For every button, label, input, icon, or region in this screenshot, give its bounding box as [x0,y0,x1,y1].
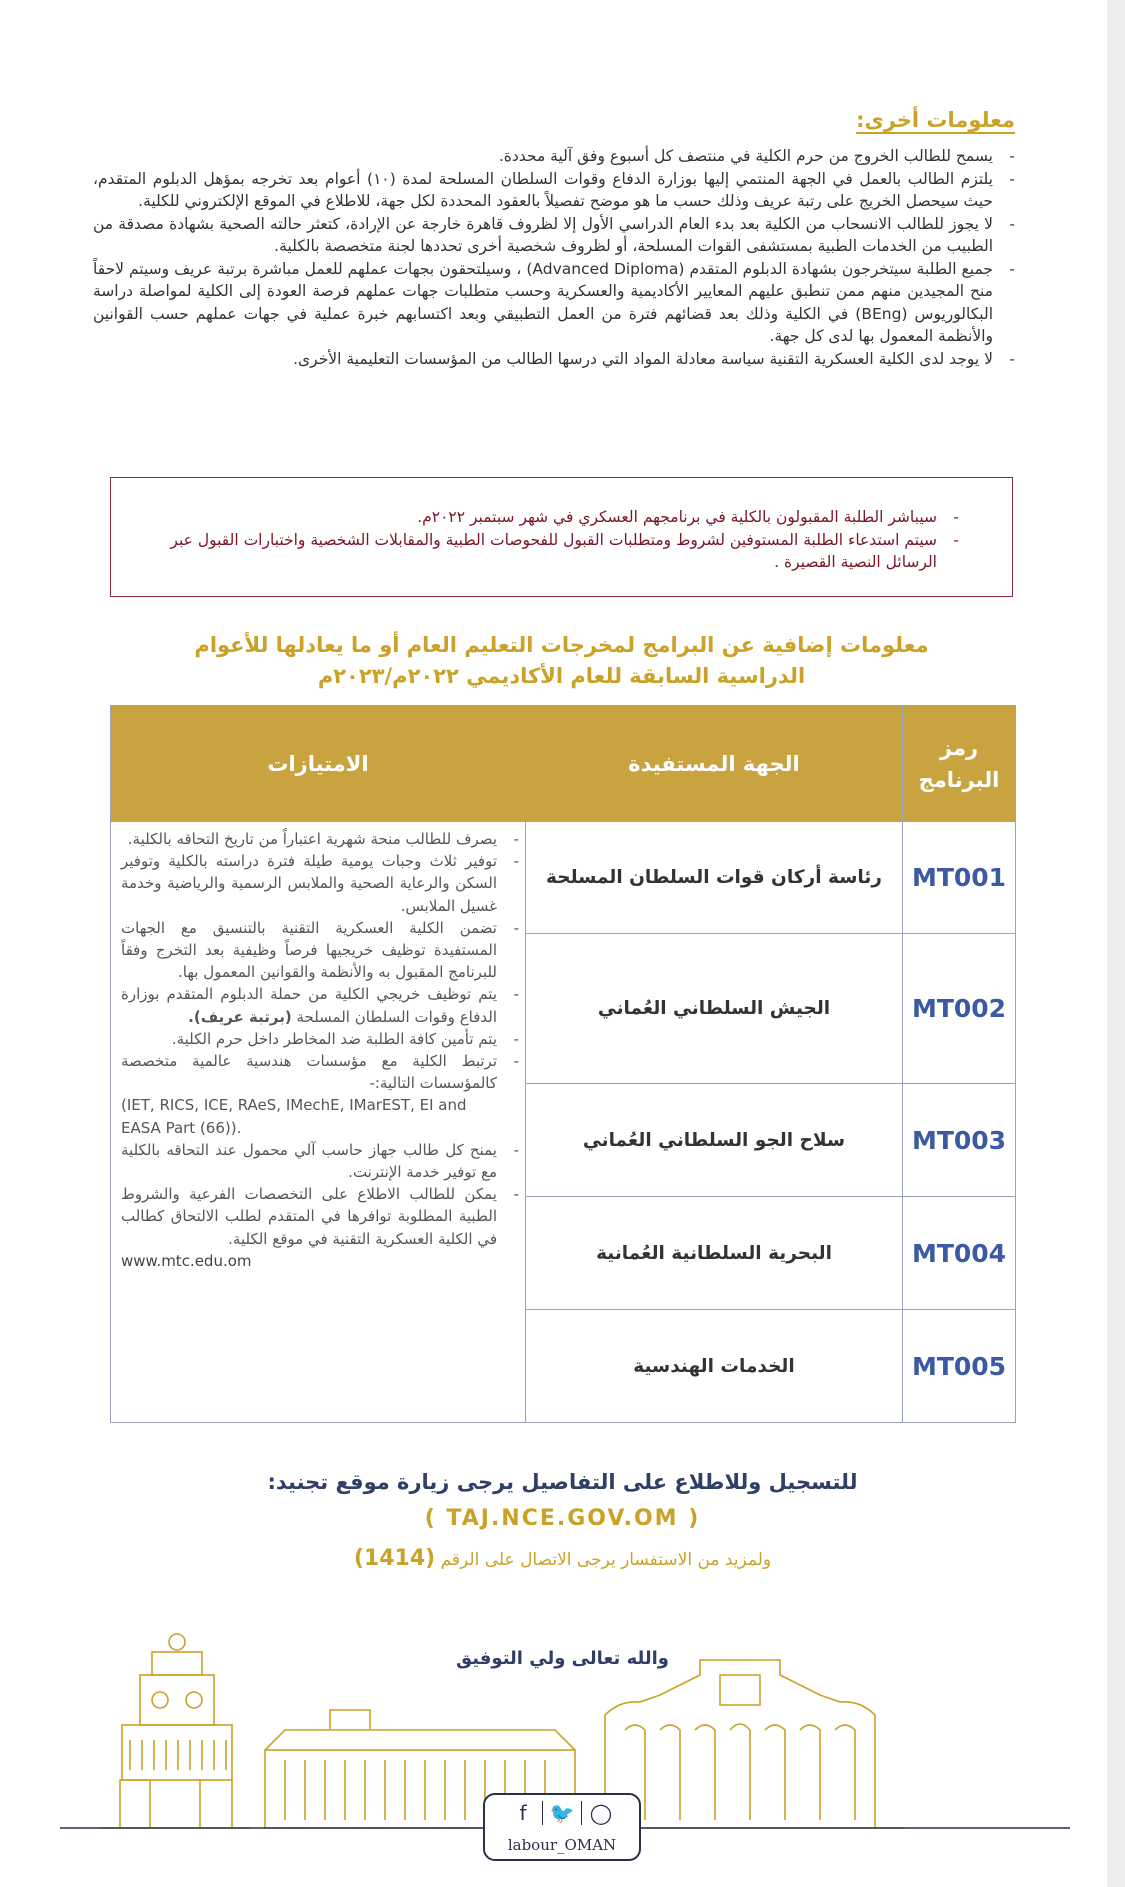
social-handle[interactable]: labour_OMAN [507,1836,617,1854]
programs-title-line1: معلومات إضافية عن البرامج لمخرجات التعليم العام أو ما يعادلها للأعوام [194,633,929,657]
beneficiary-entity: رئاسة أركان قوات السلطان المسلحة [526,822,903,934]
program-code: MT005 [903,1310,1016,1423]
privilege-institutions-intro: ترتبط الكلية مع مؤسسات هندسية عالمية متخصصة كالمؤسسات التالية:- [121,1052,497,1093]
program-code: MT001 [903,822,1016,934]
programs-title-line2: الدراسية السابقة للعام الأكاديمي ٢٠٢٢م/٢٠٢٣م [317,664,806,688]
page-edge [1107,0,1125,1887]
programs-table [110,705,1016,1423]
privilege-item: - تضمن الكلية العسكرية التقنية بالتنسيق مع الجهات المستفيدة توظيف خريجيها فرصاً وظيفية بعد التخرج وفقاً للبرنامج المقبول به والأنظمة والقوانين المعمول بها. [121,917,497,984]
beneficiary-entity: الجيش السلطاني العُماني [526,934,903,1084]
registration-text: للتسجيل وللاطلاع على التفاصيل يرجى زيارة موقع تجنيد: [267,1470,858,1494]
privilege-item [121,983,497,1027]
header-code-line2: البرنامج [918,767,1000,792]
privilege-employment-text: يتم توظيف خريجي الكلية من حملة الدبلوم المتقدم بوزارة الدفاع وقوات السلطان المسلحة [121,985,497,1026]
social-icons [485,1801,639,1825]
header-beneficiary: الجهة المستفيدة [526,706,903,822]
privilege-item: - يتم تأمين كافة الطلبة ضد المخاطر داخل حرم الكلية. [121,1028,497,1050]
phone-line [0,1546,1125,1571]
beneficiary-entity: البحرية السلطانية العُمانية [526,1197,903,1310]
program-code: MT003 [903,1084,1016,1197]
programs-section-title [110,630,1013,692]
facebook-icon[interactable]: f [519,1801,527,1825]
other-info-item: - لا يجوز للطالب الانسحاب من الكلية بعد بدء العام الدراسي الأول إلا لظروف قاهرة خارجة عن الإرادة، كتعثر حالته الصحية بشهادة مصدقة من الطبيب من الخدمات الطبية بمستشفى القوات المسلحة، أو لظروف شخصية أخرى تحددها لجنة متخصصة بالكلية. [93,213,993,258]
college-website-link[interactable]: www.mtc.edu.om [121,1251,252,1270]
header-program-code [903,706,1016,822]
privilege-item: - توفير ثلاث وجبات يومية طيلة فترة دراسته بالكلية وتوفير السكن والرعاية الصحية والملابس الرسمية والرياضية وخدمة غسيل الملابس. [121,850,497,917]
privilege-item: - يمنح كل طالب جهاز حاسب آلي محمول عند التحاقه بالكلية مع توفير خدمة الإنترنت. [121,1139,497,1183]
other-info-title: معلومات أخرى: [856,108,1015,132]
beneficiary-entity: سلاح الجو السلطاني العُماني [526,1084,903,1197]
phone-number: (1414) [353,1546,436,1571]
social-media-box [483,1793,641,1861]
privilege-item [121,1050,497,1139]
privilege-specialties-text: يمكن للطالب الاطلاع على التخصصات الفرعية والشروط الطبية المطلوبة توافرها في المتقدم لطلب الالتحاق كطالب في الكلية العسكرية التقنية في موقع الكلية. [121,1185,497,1248]
privilege-item: - يصرف للطالب منحة شهرية اعتباراً من تاريخ التحاقه بالكلية. [121,828,497,850]
header-privileges: الامتيازات [111,706,526,822]
other-info-list [93,145,1015,370]
table-row [111,822,1016,934]
registration-url[interactable]: ( TAJ.NCE.GOV.OM ) [424,1506,701,1531]
other-info-item: - جميع الطلبة سيتخرجون بشهادة الدبلوم المتقدم (Advanced Diploma) ، وسيلتحقون بجهات عملهم للعمل مباشرة برتبة عريف وسيتم لاحقاً منح المجيدين منهم ممن تنطبق عليهم المعايير الأكاديمية والعسكرية وحسب متطلبات جهات عملهم فرصة العودة إلى الكلية لمواصلة دراسة البكالوريوس (BEng) في الكلية وذلك بعد قضائهم فترة من العمل التطبيقي وبعد اكتسابهم خبرة عملية في جهات عملهم حسب القوانين والأنظمة المعمول بها لدى كل جهة. [93,258,993,348]
privileges-list [121,828,497,1272]
twitter-icon[interactable]: 🐦 [542,1801,581,1825]
closing-text: والله تعالى ولي التوفيق [456,1648,669,1669]
other-info-item: - لا يوجد لدى الكلية العسكرية التقنية سياسة معادلة المواد التي درسها الطالب من المؤسسات التعليمية الأخرى. [93,348,993,371]
other-info-item: - يسمح للطالب الخروج من حرم الكلية في منتصف كل أسبوع وفق آلية محددة. [93,145,993,168]
other-info-item: - يلتزم الطالب بالعمل في الجهة المنتمي إليها بوزارة الدفاع وقوات السلطان المسلحة لمدة (١٠) أعوام بعد تخرجه بمؤهل الدبلوم المتقدم، حيث سيحصل الخريج على رتبة عريف وذلك حسب ما هو موضح تفصيلاً بالعقود المحددة لكل جهة، للاطلاع في الموقع الإلكتروني للكلية. [93,168,993,213]
beneficiary-entity: الخدمات الهندسية [526,1310,903,1423]
privilege-item [121,1183,497,1272]
privilege-rank-note: (برتبة عريف). [188,1007,292,1026]
instagram-icon[interactable]: ◯ [581,1801,620,1825]
program-code: MT002 [903,934,1016,1084]
privilege-institutions-list: (IET, RICS, ICE, RAeS, IMechE, IMarEST, EI and EASA Part (66)). [121,1096,467,1137]
alert-item: - سيتم استدعاء الطلبة المستوفين لشروط ومتطلبات القبول للفحوصات الطبية والمقابلات الشخصية واختبارات القبول عبر الرسائل النصية القصيرة . [151,529,937,574]
program-code: MT004 [903,1197,1016,1310]
alert-box [110,477,1013,597]
phone-text: ولمزيد من الاستفسار يرجى الاتصال على الرقم [440,1550,772,1570]
alert-item: - سيباشر الطلبة المقبولون بالكلية في برنامجهم العسكري في شهر سبتمبر ٢٠٢٢م. [151,506,937,529]
header-code-line1: رمز [939,735,979,760]
alert-list [151,506,937,574]
privileges-cell [111,822,526,1423]
table-header-row [111,706,1016,822]
